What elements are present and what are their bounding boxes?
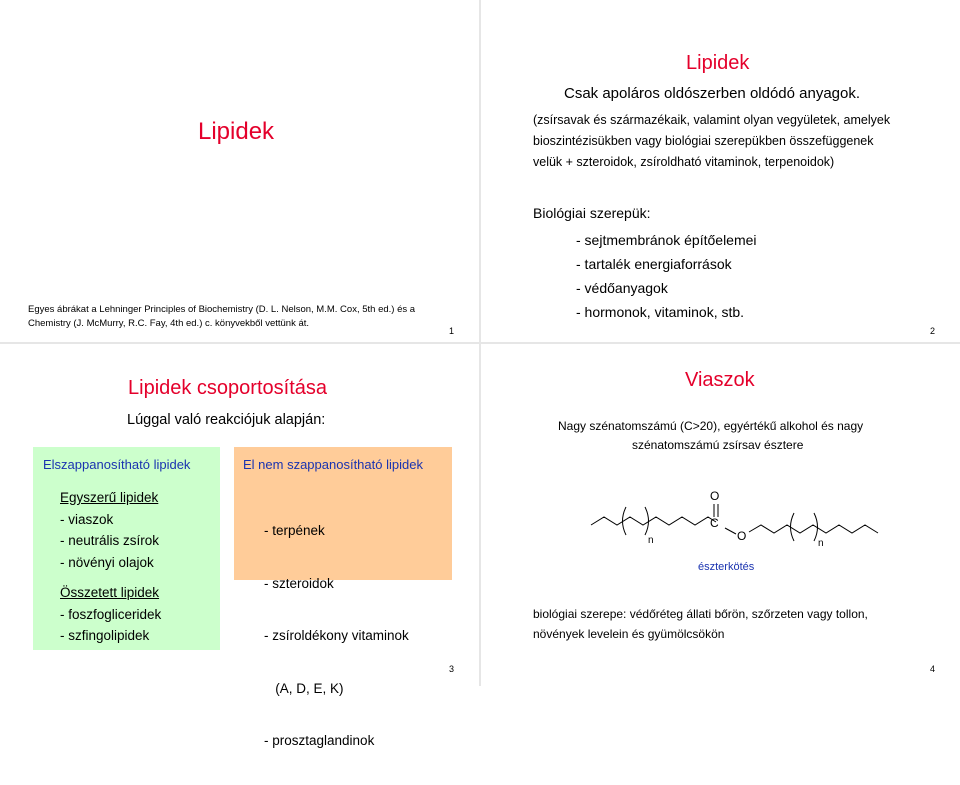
slide-1 bbox=[0, 0, 479, 342]
roles-list bbox=[576, 228, 757, 324]
role-item: - sejtmembránok építőelemei bbox=[576, 232, 757, 248]
roles-heading: Biológiai szerepük: bbox=[533, 205, 651, 221]
credit-line-2: Chemistry (J. McMurry, R.C. Fay, 4th ed.) c. könyvekből vettünk át. bbox=[28, 318, 310, 329]
list-item: - foszfogliceridek bbox=[60, 606, 162, 622]
complex-lipids-heading: Összetett lipidek bbox=[60, 585, 160, 600]
atom-O-carbonyl: O bbox=[710, 489, 720, 503]
ester-bond-label: észterkötés bbox=[698, 561, 755, 573]
ester-formula bbox=[481, 474, 960, 584]
list-item: - terpének bbox=[264, 523, 325, 538]
saponifiable-header: Elszappanosítható lipidek bbox=[43, 457, 191, 472]
slide-3 bbox=[0, 344, 479, 748]
slide-4-title: Viaszok bbox=[685, 369, 755, 391]
left-bracket-close bbox=[645, 507, 649, 535]
description-line: (zsírsavak és származékaik, valamint olyan vegyületek, amelyek bbox=[533, 113, 891, 127]
simple-lipids-heading: Egyszerű lipidek bbox=[60, 490, 159, 505]
role-item: - védőanyagok bbox=[576, 280, 668, 296]
list-item: - szteroidok bbox=[264, 575, 334, 591]
description-line: bioszintézisükben vagy biológiai szerepükben összefüggenek bbox=[533, 134, 874, 148]
list-item: - zsíroldékony vitaminok bbox=[264, 628, 409, 643]
lipid-description bbox=[533, 110, 890, 173]
repeat-n-left: n bbox=[648, 535, 654, 546]
simple-lipids-list bbox=[60, 487, 159, 573]
nonsaponifiable-box bbox=[234, 447, 452, 748]
list-item: (A, D, E, K) bbox=[264, 680, 344, 696]
credit-line-1: Egyes ábrákat a Lehninger Principles of Biochemistry (D. L. Nelson, M.M. Cox, 5th ed.) és a bbox=[28, 304, 416, 315]
wax-role-line-2: növények levelein és gyümölcsökön bbox=[533, 627, 725, 641]
role-item: - tartalék energiaforrások bbox=[576, 256, 732, 272]
list-item: - szfingolipidek bbox=[60, 628, 150, 643]
page-number: 4 bbox=[930, 664, 936, 674]
list-item: - növényi olajok bbox=[60, 554, 154, 570]
slide-3-title: Lipidek csoportosítása bbox=[128, 377, 328, 399]
complex-lipids-list bbox=[60, 582, 161, 647]
page-number: 2 bbox=[930, 326, 936, 336]
right-chain-bond bbox=[749, 525, 878, 533]
repeat-n-right: n bbox=[818, 538, 824, 549]
page-number: 3 bbox=[449, 664, 455, 674]
slide-2 bbox=[481, 0, 960, 342]
slide-2-title: Lipidek bbox=[686, 52, 750, 74]
wax-description-line-1: Nagy szénatomszámú (C>20), egyértékű alkohol és nagy bbox=[558, 419, 864, 433]
page-number: 1 bbox=[449, 326, 455, 336]
list-item: - prosztaglandinok bbox=[264, 733, 375, 748]
ester-bond bbox=[725, 528, 736, 534]
slide-4 bbox=[481, 344, 960, 686]
atom-O-ester: O bbox=[737, 529, 747, 543]
wax-description-line-2: szénatomszámú zsírsav észtere bbox=[632, 438, 804, 452]
nonsaponifiable-header: El nem szappanosítható lipidek bbox=[243, 457, 423, 472]
role-item: - hormonok, vitaminok, stb. bbox=[576, 304, 745, 320]
atom-C: C bbox=[710, 516, 719, 530]
description-line: velük + szteroidok, zsíroldható vitaminok, terpenoidok) bbox=[533, 155, 835, 169]
left-chain-bond bbox=[591, 517, 716, 525]
nonsaponifiable-list bbox=[264, 487, 409, 785]
slide-3-subtitle: Lúggal való reakciójuk alapján: bbox=[127, 412, 326, 428]
slide-2-subtitle: Csak apoláros oldószerben oldódó anyagok. bbox=[564, 85, 861, 102]
saponifiable-box bbox=[33, 447, 220, 650]
wax-role-line-1: biológiai szerepe: védőréteg állati bőrön, szőrzeten vagy tollon, bbox=[533, 607, 868, 621]
list-item: - viaszok bbox=[60, 511, 114, 527]
slide-1-title: Lipidek bbox=[198, 118, 275, 145]
list-item: - neutrális zsírok bbox=[60, 533, 160, 548]
